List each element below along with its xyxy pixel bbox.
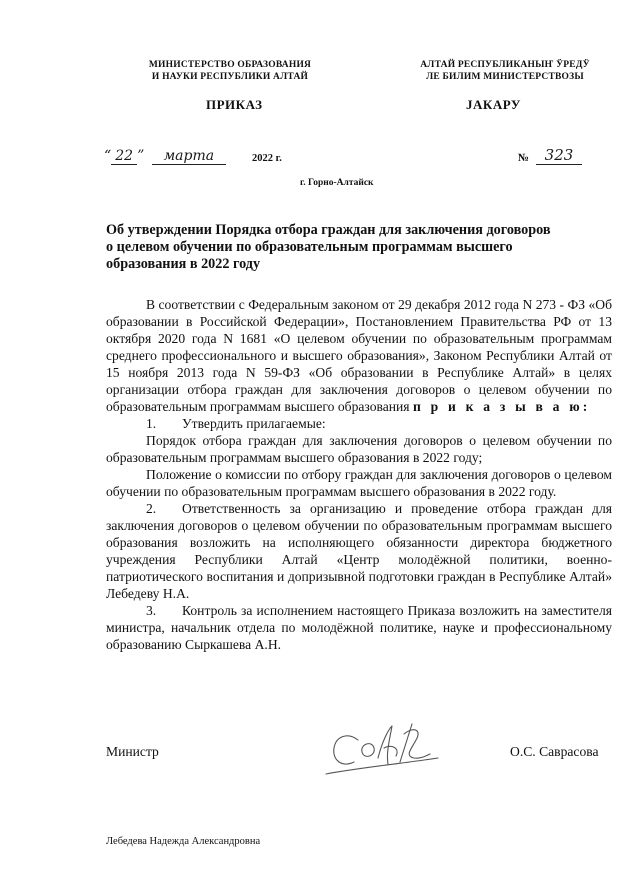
city: г. Горно-Алтайск (300, 178, 374, 188)
signatory-position: Министр (106, 744, 159, 759)
ministry-name-ru-line1: МИНИСТЕРСТВО ОБРАЗОВАНИЯ (148, 60, 312, 70)
signatory-name: О.С. Саврасова (510, 744, 599, 759)
document-body (106, 296, 612, 653)
preamble-text: В соответствии с Федеральным законом от 29 декабря 2012 года N 273 - ФЗ «Об образовании в Российской Федерации», Постановлением Правительства РФ от 13 октября 2020 года N 1681 «О целевом обучении по образовательным программам среднего профессионального и высшего образования», Законом Республики Алтай от 15 ноября 2013 года N 59-ФЗ «Об образовании в Республике Алтай» в целях организации отбора граждан для заключения договоров о целевом обучении по образовательным программам высшего образования (106, 297, 612, 414)
handwritten-signature (318, 718, 448, 780)
ministry-name-alt-line1: АЛТАЙ РЕСПУБЛИКАНЫҤ ӰРЕДӰ (420, 60, 590, 70)
item-1-number: 1. (146, 416, 157, 431)
date-field: “ 22 ” марта (104, 148, 226, 165)
ministry-name-alt-line2: ЛЕ БИЛИМ МИНИСТЕРСТВОЗЫ (426, 72, 584, 82)
item-2 (106, 500, 612, 602)
item-2-text: Ответственность за организацию и проведение отбора граждан для заключения договоров о целевом обучении по образовательным программам высшего образования возложить на исполняющего обязанности директора бюджетного учреждения Республики Алтай «Центр молодёжной политики, военно-патриотического воспитания и допризывной подготовки граждан в Республике Алтай» Лебедеву Н.А. (106, 501, 612, 601)
item-3-text: Контроль за исполнением настоящего Приказа возложить на заместителя министра, начальник отдела по молодёжной политике, науке и профессиональному образованию Сыркашева А.Н. (106, 603, 612, 652)
document-title (106, 222, 612, 273)
item-1 (106, 415, 612, 432)
ministry-name-alt (400, 59, 610, 83)
date-year: 2022 г. (252, 153, 282, 164)
item-1-text: Утвердить прилагаемые: (182, 416, 326, 431)
item-3-number: 3. (146, 603, 157, 618)
doc-type-ru: ПРИКАЗ (206, 97, 263, 112)
number-label: № (518, 152, 530, 164)
date-month: марта (152, 148, 226, 165)
preamble-paragraph (106, 296, 612, 415)
item-1-a: Порядок отбора граждан для заключения договоров о целевом обучении по образовательным программам высшего образования в 2022 году; (106, 433, 612, 465)
item-1-b: Положение о комиссии по отбору граждан для заключения договоров о целевом обучении по образовательным программам высшего образования в 2022 году. (106, 467, 612, 499)
order-number: 323 (536, 146, 582, 165)
title-line1: Об утверждении Порядка отбора граждан для заключения договоров (106, 222, 551, 238)
title-line2: о целевом обучении по образовательным программам высшего (106, 239, 513, 255)
title-line3: образования в 2022 году (106, 256, 261, 272)
item-2-number: 2. (146, 501, 157, 516)
ministry-name-ru (140, 59, 320, 83)
item-3 (106, 602, 612, 653)
executor-name: Лебедева Надежда Александровна (106, 836, 261, 847)
prikazyvayu: п р и к а з ы в а ю: (412, 399, 591, 414)
doc-type-alt: JАКАРУ (466, 97, 521, 112)
ministry-name-ru-line2: И НАУКИ РЕСПУБЛИКИ АЛТАЙ (151, 72, 309, 82)
date-day: 22 (111, 148, 137, 165)
